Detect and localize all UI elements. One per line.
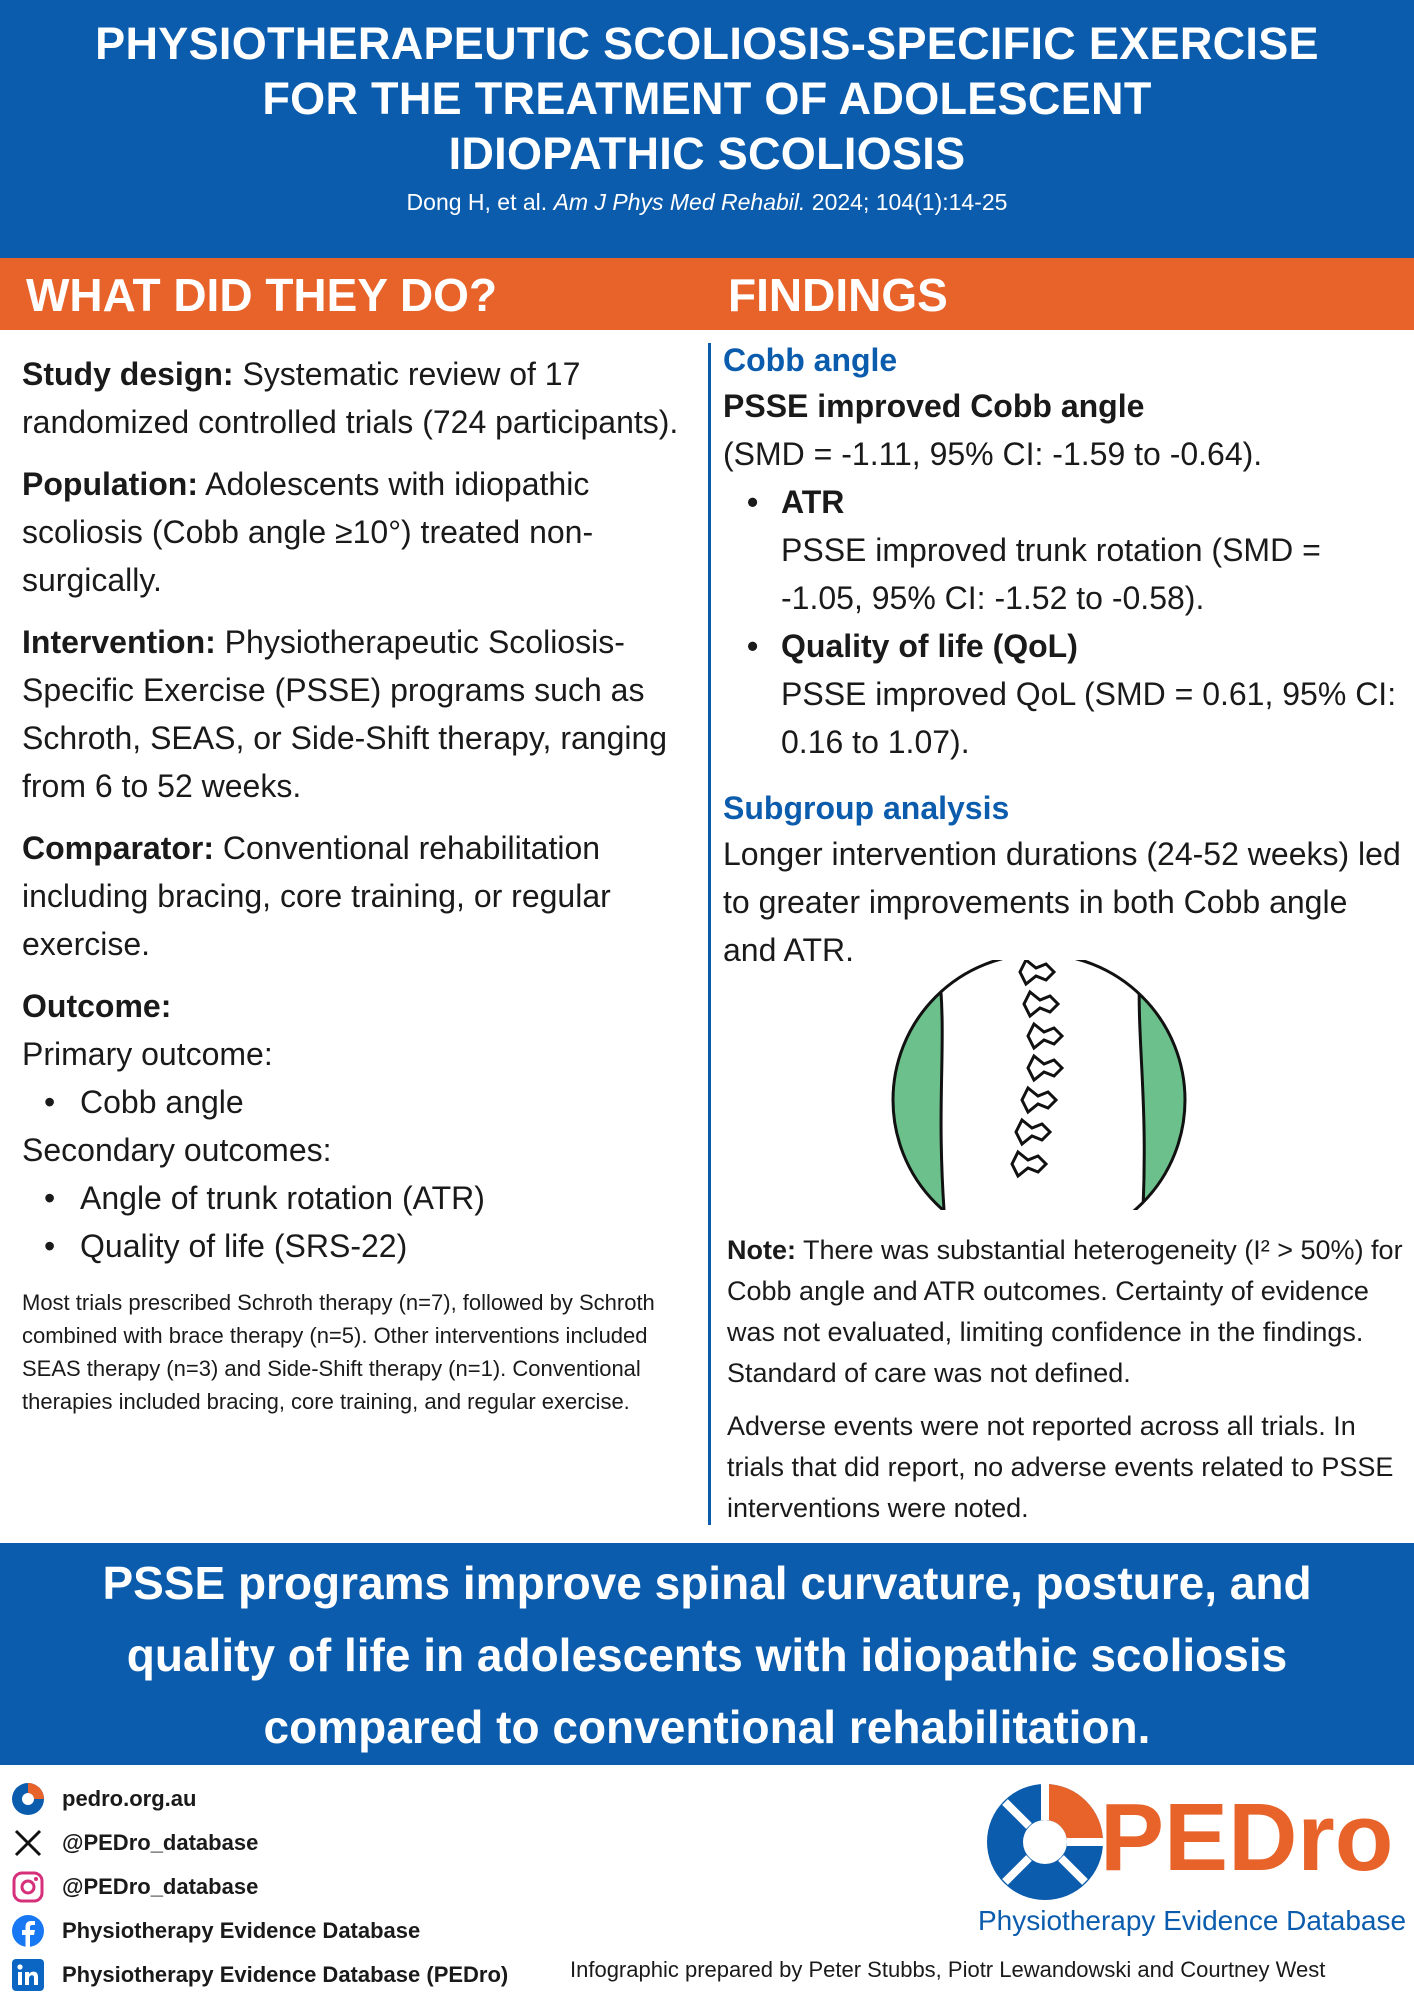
conclusion-banner: [0, 1543, 1414, 1765]
list-item: • Quality of life (SRS-22): [22, 1222, 702, 1270]
citation-journal: Am J Phys Med Rehabil.: [553, 189, 806, 215]
cobb-angle-result: PSSE improved Cobb angle: [723, 388, 1145, 424]
pedro-icon: [10, 1781, 46, 1817]
qol-label: • Quality of life (QoL): [781, 628, 1078, 664]
outcome-label: Outcome:: [22, 988, 172, 1024]
section-bar: [0, 258, 1414, 330]
study-design-text: Systematic review of 17 randomized controlled trials (724 participants).: [22, 356, 679, 440]
spine-illustration: [878, 960, 1200, 1210]
cobb-angle-heading: Cobb angle: [723, 342, 898, 378]
population: [22, 460, 702, 604]
instagram-icon: [10, 1869, 46, 1905]
linkedin-text: Physiotherapy Evidence Database (PEDro): [62, 1962, 509, 1987]
credit-text: Infographic prepared by Peter Stubbs, Piotr Lewandowski and Courtney West: [570, 1957, 1326, 1982]
subgroup-heading: Subgroup analysis: [723, 790, 1010, 826]
title-line-3: IDIOPATHIC SCOLIOSIS: [448, 128, 966, 179]
primary-outcome-label: Primary outcome:: [22, 1036, 273, 1072]
facebook-icon: [10, 1913, 46, 1949]
atr-text: PSSE improved trunk rotation (SMD = -1.05, 95% CI: -1.52 to -0.58).: [781, 532, 1321, 616]
comparator-label: Comparator:: [22, 830, 215, 866]
note-text: There was substantial heterogeneity (I² > 50%) for Cobb angle and ATR outcomes. Certainty of evidence was not evaluated, limiting confidence in the findings. Standard of care was not defined.: [727, 1235, 1403, 1388]
facebook-text: Physiotherapy Evidence Database: [62, 1918, 421, 1943]
linkedin-icon: [10, 1957, 46, 1993]
note: [727, 1230, 1407, 1394]
logo-subtitle: Physiotherapy Evidence Database: [978, 1905, 1407, 1936]
study-design-label: Study design:: [22, 356, 234, 392]
citation: [0, 189, 1414, 216]
linkedin-link[interactable]: [10, 1953, 508, 1997]
section-heading-findings: FINDINGS: [728, 269, 948, 321]
citation-authors: Dong H, et al.: [406, 189, 548, 215]
adverse-events-text: Adverse events were not reported across all trials. In trials that did report, no adverse events related to PSSE interventions were noted.: [727, 1411, 1394, 1523]
x-handle: @PEDro_database: [62, 1830, 259, 1855]
note-section: [727, 1230, 1407, 1541]
intervention: [22, 618, 702, 810]
comparator-text: Conventional rehabilitation including bracing, core training, or regular exercise.: [22, 830, 611, 962]
website-text: pedro.org.au: [62, 1786, 197, 1811]
pedro-logo-mark: [987, 1784, 1103, 1900]
citation-details: 2024; 104(1):14-25: [811, 189, 1008, 215]
right-torso-shading: [1139, 960, 1200, 1210]
x-link[interactable]: [10, 1821, 508, 1865]
footnote: Most trials prescribed Schroth therapy (n=7), followed by Schroth combined with brace therapy (n=5). Other interventions included SEAS therapy (n=3) and Side-Shift therapy (n=1). Conventional therapies included bracing, core training, and regular exercise.: [22, 1290, 655, 1414]
instagram-handle: @PEDro_database: [62, 1874, 259, 1899]
facebook-link[interactable]: [10, 1909, 508, 1953]
qol-text: PSSE improved QoL (SMD = 0.61, 95% CI: 0.16 to 1.07).: [781, 676, 1397, 760]
secondary-outcome-label: Secondary outcomes:: [22, 1132, 332, 1168]
list-item: [723, 622, 1403, 766]
list-item: • Angle of trunk rotation (ATR): [22, 1174, 702, 1222]
secondary-outcome-list: [22, 1174, 702, 1270]
subgroup-text: Longer intervention durations (24-52 weeks) led to greater improvements in both Cobb angle and ATR.: [723, 836, 1401, 968]
note-label: Note:: [727, 1235, 796, 1265]
right-column: [723, 338, 1403, 974]
intervention-text: Physiotherapeutic Scoliosis-Specific Exercise (PSSE) programs such as Schroth, SEAS, or Side-Shift therapy, ranging from 6 to 52 weeks.: [22, 624, 668, 804]
website-link[interactable]: [10, 1777, 508, 1821]
intervention-label: Intervention:: [22, 624, 216, 660]
column-divider: [708, 343, 711, 1525]
header: [0, 0, 1414, 258]
social-links: [10, 1777, 508, 1997]
outcome: [22, 982, 702, 1270]
cobb-angle-stats: (SMD = -1.11, 95% CI: -1.59 to -0.64).: [723, 436, 1263, 472]
page-title: [0, 0, 1414, 181]
atr-label: • ATR: [781, 484, 845, 520]
title-line-2: FOR THE TREATMENT OF ADOLESCENT: [262, 73, 1152, 124]
list-item: [723, 478, 1403, 622]
primary-outcome-list: [22, 1078, 702, 1126]
study-design: [22, 350, 702, 446]
findings-list: [723, 478, 1403, 766]
left-column: [22, 350, 702, 1418]
comparator: [22, 824, 702, 968]
population-label: Population:: [22, 466, 198, 502]
x-icon: [10, 1825, 46, 1861]
banner-line-1: PSSE programs improve spinal curvature, posture, and: [102, 1557, 1312, 1609]
banner-line-3: compared to conventional rehabilitation.: [263, 1701, 1151, 1753]
logo-text: PEDro: [1100, 1784, 1394, 1891]
list-item: • Cobb angle: [22, 1078, 702, 1126]
title-line-1: PHYSIOTHERAPEUTIC SCOLIOSIS-SPECIFIC EXERCISE: [95, 18, 1319, 69]
population-text: Adolescents with idiopathic scoliosis (Cobb angle ≥10°) treated non-surgically.: [22, 466, 594, 598]
section-heading-what-did-they-do: WHAT DID THEY DO?: [26, 269, 498, 321]
footer: [0, 1765, 1414, 2000]
instagram-link[interactable]: [10, 1865, 508, 1909]
banner-line-2: quality of life in adolescents with idiopathic scoliosis: [126, 1629, 1288, 1681]
